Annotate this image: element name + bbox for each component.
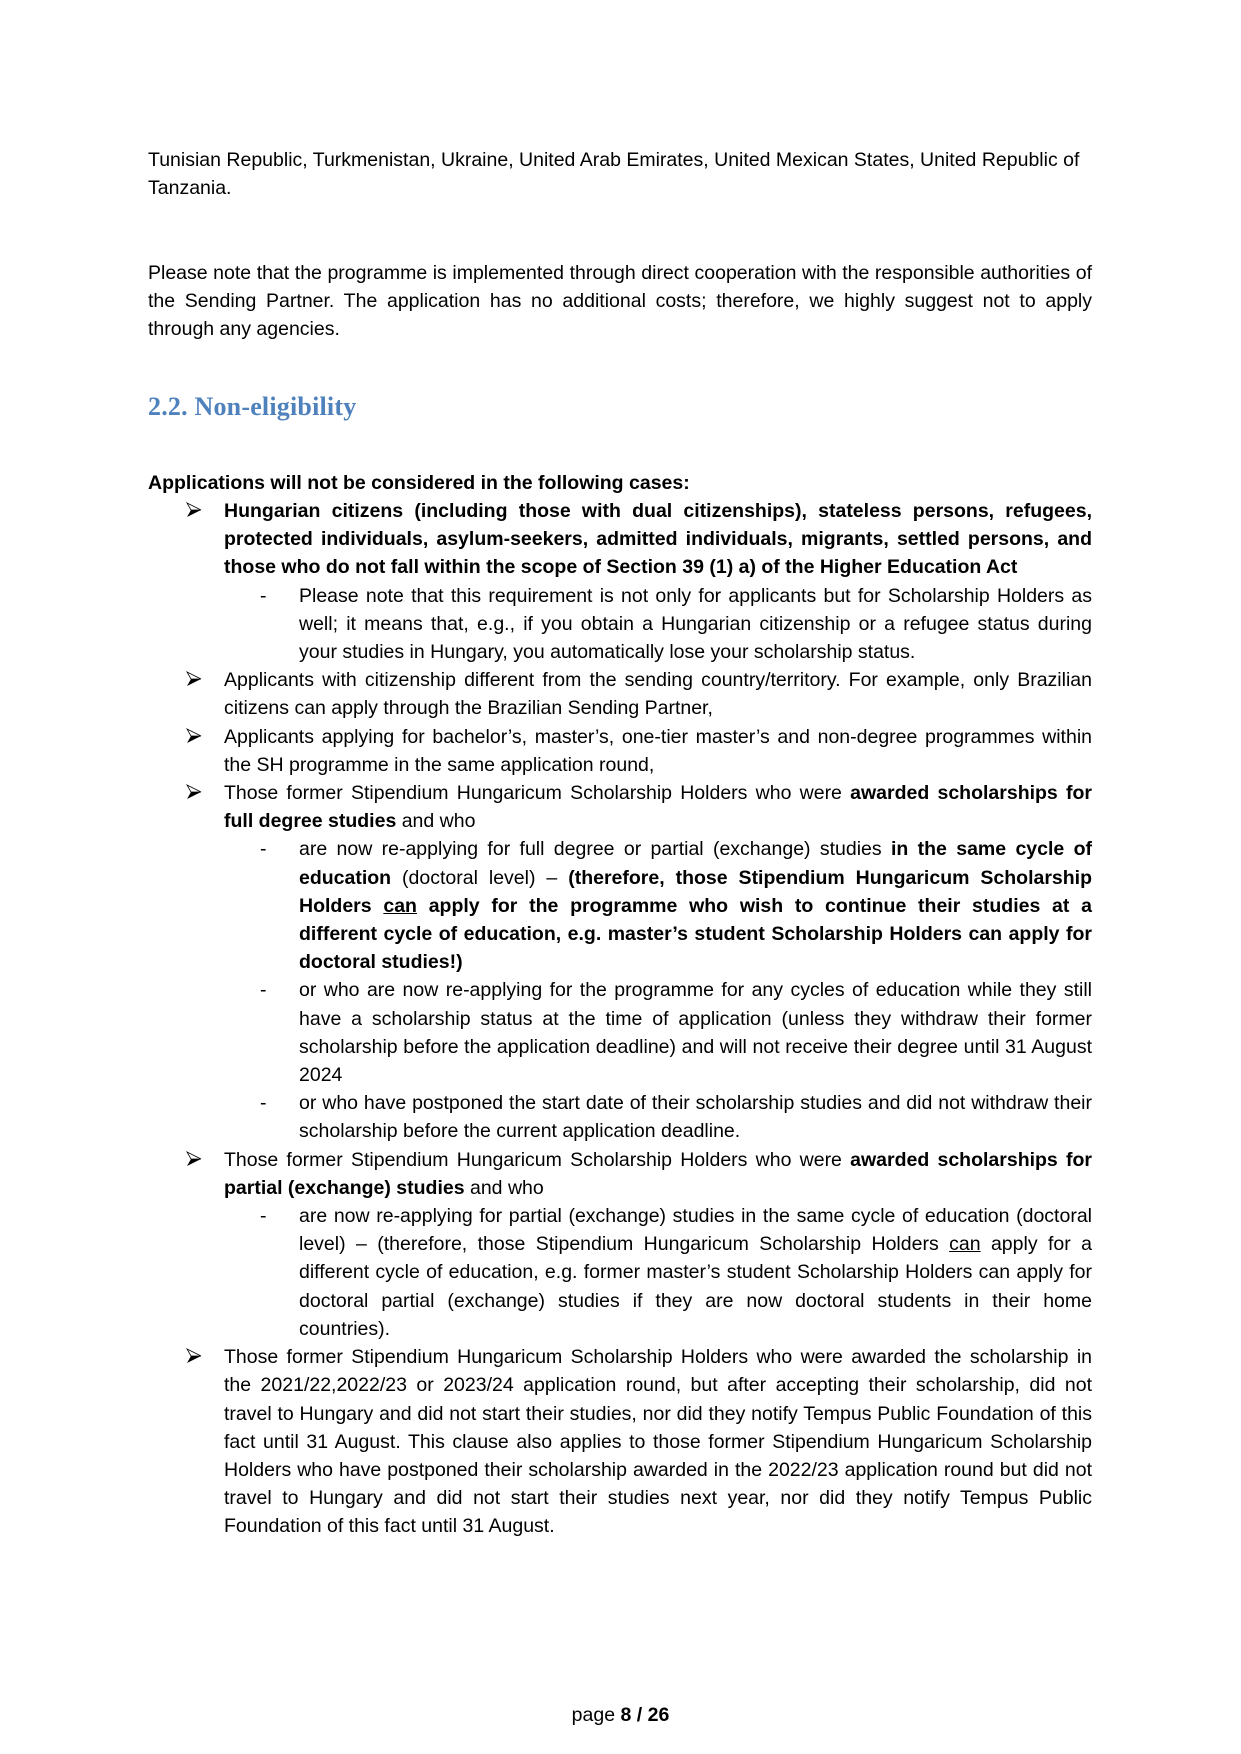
text-segment: are now re-applying for partial (exchange) studies in the same cycle of education (doctoral level) – (therefore, those Stipendium Hungaricum Scholarship Holders — [299, 1205, 1092, 1256]
dash-bullet-icon: - — [260, 838, 267, 861]
page-separator: / — [636, 1704, 643, 1726]
text-segment: or who are now re-applying for the programme for any cycles of education while they still have a scholarship status at the time of application (unless they withdraw their former scholarship before the application deadline) and will not receive their degree until 31 August 2024 — [299, 979, 1092, 1087]
list-item-text — [224, 666, 1092, 722]
text-segment: and who — [464, 1176, 544, 1199]
arrowhead-bullet-icon — [186, 1151, 202, 1167]
list-item-text — [224, 1146, 1092, 1202]
sub-list — [224, 582, 1092, 667]
list-item — [148, 666, 1092, 722]
list-item-text — [224, 723, 1092, 779]
text-segment: apply for a different cycle of education, e.g. former master’s student Scholarship Holders can apply for doctoral partial (exchange) studies if they are now doctoral students in their home countries). — [299, 1233, 1092, 1340]
sub-list-item-text — [299, 976, 1092, 1089]
list-item-text — [224, 1343, 1092, 1540]
sub-list-item-text — [299, 1089, 1092, 1145]
dash-bullet-icon: - — [260, 979, 267, 1002]
text-segment — [383, 895, 417, 917]
text-segment: are now re-applying for full degree or partial (exchange) studies — [299, 838, 891, 861]
list-item — [148, 1343, 1092, 1540]
arrowhead-bullet-icon — [186, 1348, 202, 1364]
text-segment: in the same cycle of education — [299, 838, 1092, 889]
underlined-text: can — [383, 894, 417, 917]
sub-list-item-text — [299, 835, 1092, 976]
non-eligibility-list — [148, 497, 1092, 1541]
text-segment: Applicants with citizenship different from the sending country/territory. For example, only Brazilian citizens can apply through the Brazilian Sending Partner, — [224, 669, 1092, 720]
text-segment: (doctoral level) – — [391, 866, 569, 889]
arrowhead-bullet-icon — [186, 671, 202, 687]
sub-list-item — [148, 1202, 1092, 1343]
sub-list-item — [148, 1089, 1092, 1145]
agency-note-paragraph: Please note that the programme is implemented through direct cooperation with the responsible authorities of the Sending Partner. The application has no additional costs; therefore, we highly suggest not to apply through any agencies. — [148, 262, 1092, 341]
list-item — [148, 497, 1092, 666]
arrowhead-bullet-icon — [186, 728, 202, 744]
text-segment: or who have postponed the start date of their scholarship studies and did not withdraw their scholarship before the current application deadline. — [299, 1092, 1092, 1143]
text-segment: awarded scholarships for partial (exchange) studies — [224, 1148, 1092, 1199]
text-segment: Those former Stipendium Hungaricum Scholarship Holders who were — [224, 782, 851, 805]
arrowhead-bullet-icon — [186, 502, 202, 518]
dash-bullet-icon: - — [260, 1092, 267, 1115]
list-item — [148, 779, 1092, 1146]
dash-bullet-icon: - — [260, 584, 267, 607]
sub-list-item — [148, 582, 1092, 667]
page-label: page — [571, 1704, 616, 1726]
page-footer — [0, 1703, 1241, 1727]
list-item-text — [224, 779, 1092, 835]
sub-list-item-text — [299, 582, 1092, 667]
dash-bullet-icon: - — [260, 1205, 267, 1228]
text-segment: Those former Stipendium Hungaricum Scholarship Holders who were awarded the scholarship in the 2021/22,2022/23 or 2023/24 application round, but after accepting their scholarship, did not travel to Hungary and did not start their studies, nor did they notify Tempus Public Foundation of this fact until 31 August. This clause also applies to those former Stipendium Hungaricum Scholarship Holders who have postponed their scholarship awarded in the 2022/23 application round but did not travel to Hungary and did not start their studies next year, nor did they notify Tempus Public Foundation of this fact until 31 August. — [224, 1346, 1092, 1538]
section-lead: Applications will not be considered in the following cases: — [148, 472, 690, 494]
sub-list — [224, 1202, 1092, 1343]
page-total: 26 — [647, 1704, 670, 1726]
list-item-text — [224, 497, 1092, 582]
text-segment: and who — [396, 810, 476, 833]
arrowhead-bullet-icon — [186, 784, 202, 800]
sub-list-item — [148, 976, 1092, 1089]
list-item — [148, 723, 1092, 779]
list-item — [148, 1146, 1092, 1343]
text-segment: awarded scholarships for full degree studies — [224, 782, 1092, 833]
intro-paragraph: Tunisian Republic, Turkmenistan, Ukraine, United Arab Emirates, United Mexican States, United Republic of Tanzania. — [148, 149, 1080, 200]
section-heading: 2.2. Non-eligibility — [148, 392, 357, 421]
sub-list-item-text — [299, 1202, 1092, 1343]
text-segment: (therefore, those Stipendium Hungaricum Scholarship Holders — [299, 866, 1093, 917]
text-segment: apply for the programme who wish to continue their studies at a different cycle of education, e.g. master’s student Scholarship Holders can apply for doctoral studies!) — [299, 894, 1092, 974]
text-segment: Those former Stipendium Hungaricum Scholarship Holders who were — [224, 1148, 851, 1171]
page-current: 8 — [620, 1704, 632, 1726]
text-segment: Applicants applying for bachelor’s, master’s, one-tier master’s and non-degree programmes within the SH programme in the same application round, — [224, 725, 1092, 776]
sub-list-item — [148, 835, 1092, 976]
text-segment: Please note that this requirement is not only for applicants but for Scholarship Holders as well; it means that, e.g., if you obtain a Hungarian citizenship or a refugee status during your studies in Hungary, you automatically lose your scholarship status. — [299, 584, 1092, 664]
text-segment: can — [949, 1233, 981, 1256]
sub-list — [224, 835, 1092, 1145]
text-segment: Hungarian citizens (including those with dual citizenships), stateless persons, refugees, protected individuals, asylum-seekers, admitted individuals, migrants, settled persons, and those who do not fall within the scope of Section 39 (1) a) of the Higher Education Act — [224, 500, 1092, 579]
